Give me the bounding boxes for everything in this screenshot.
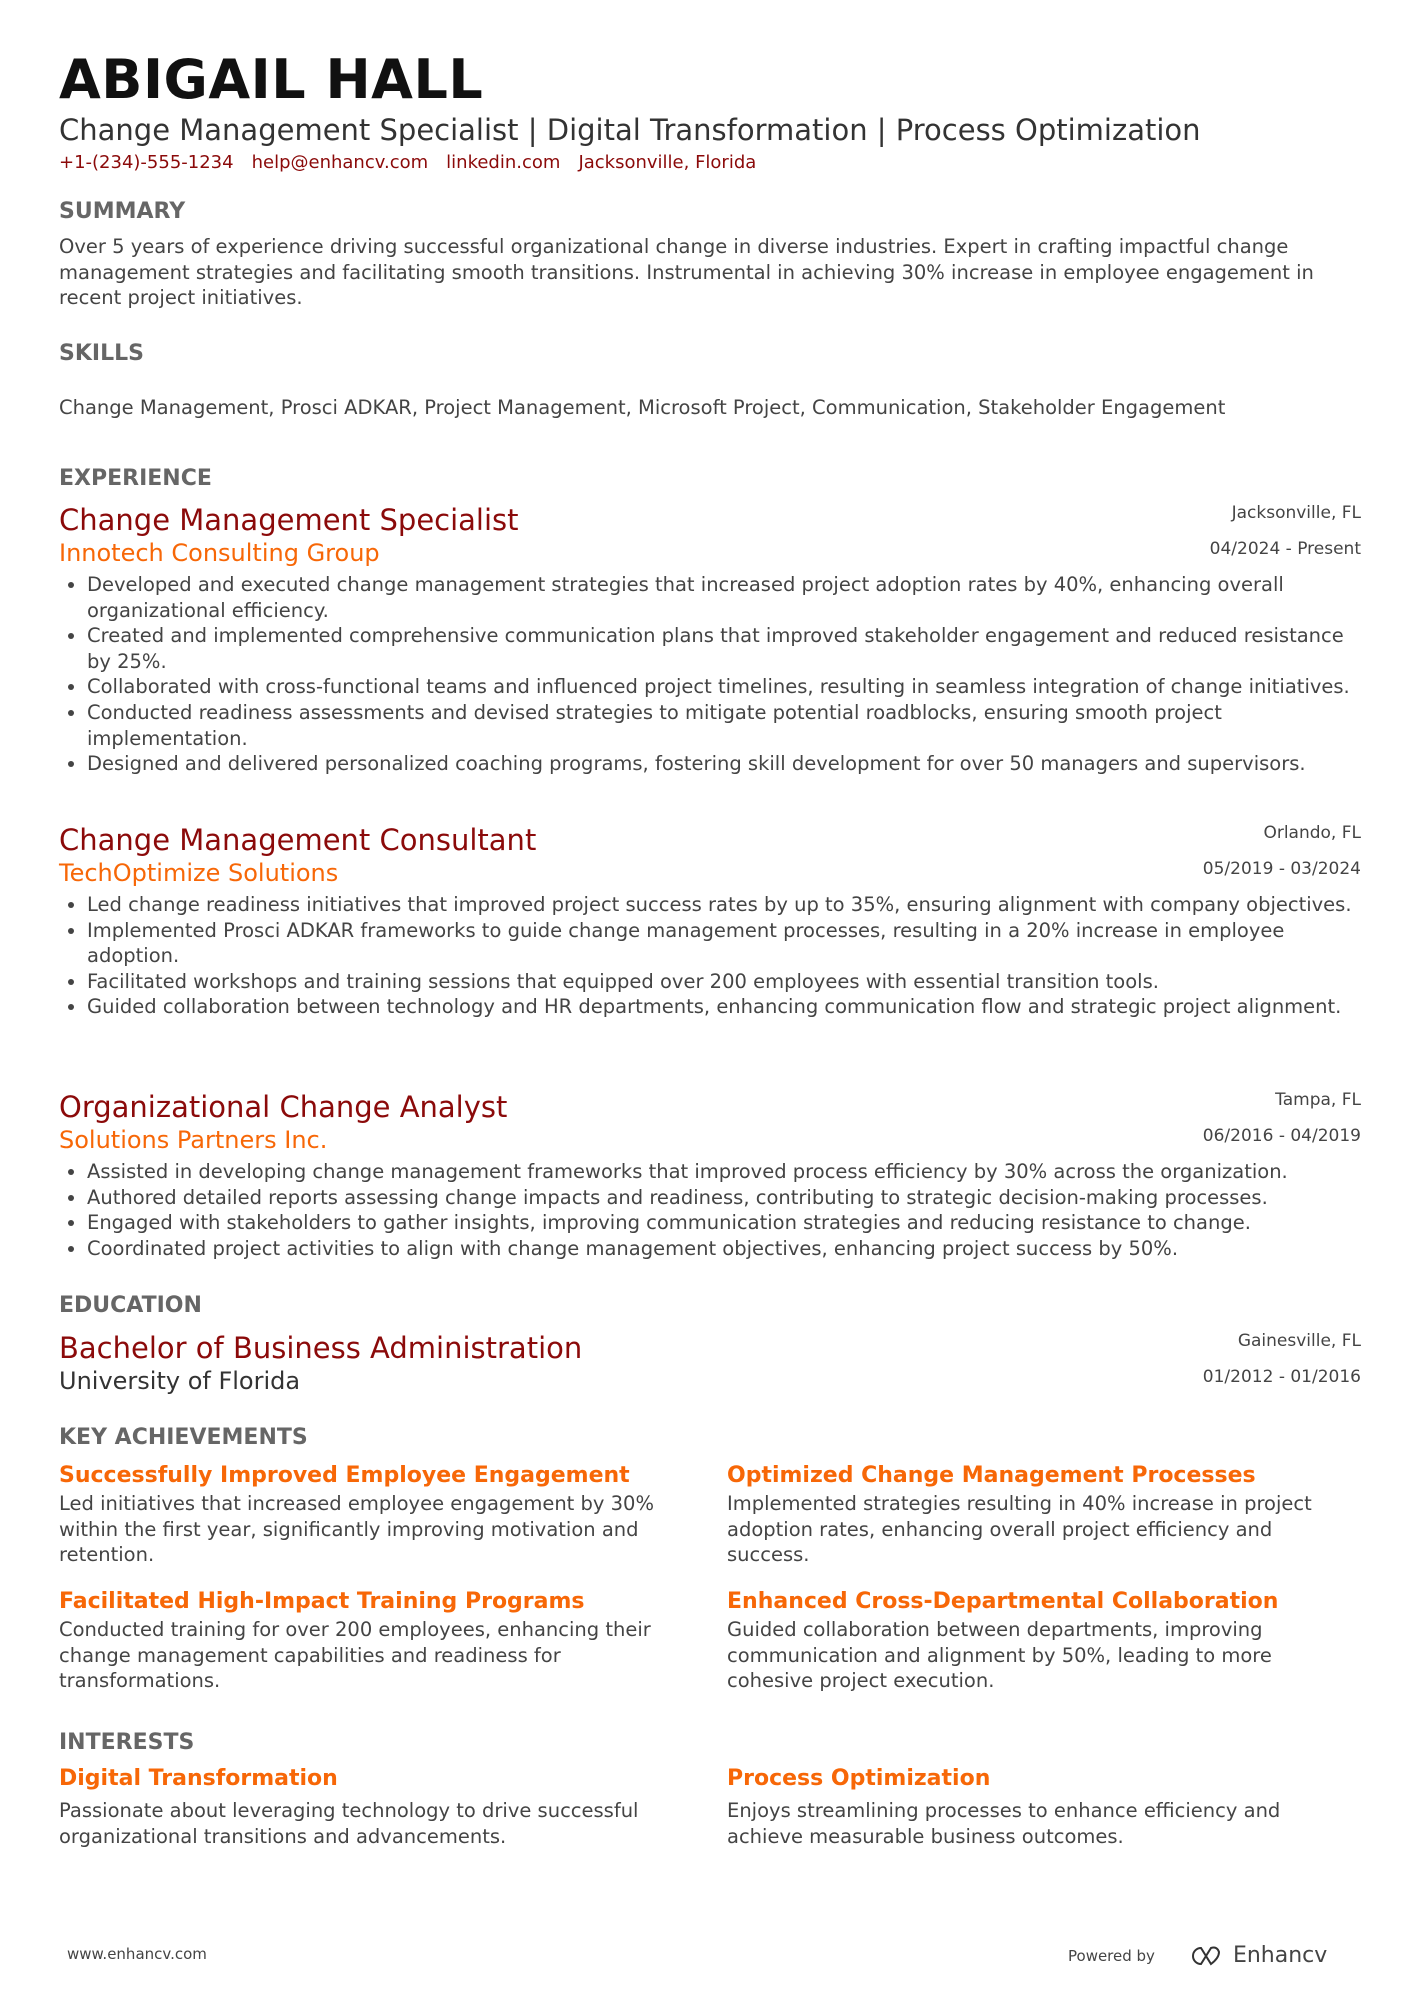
enhancv-logo-icon xyxy=(1183,1944,1225,1968)
interest-item xyxy=(59,1764,659,1849)
job-entry xyxy=(59,822,1361,1020)
achievement-title: Facilitated High-Impact Training Programs xyxy=(59,1589,585,1614)
achievement-item xyxy=(59,1461,659,1568)
job-bullets xyxy=(59,1159,1361,1261)
summary-text: Over 5 years of experience driving successful organizational change in diverse industries. Expert in crafting impactful change management strategies and facilitating smooth transitions. Instrumental in achieving 30% increase in employee engagement in recent project initiatives. xyxy=(59,235,1314,310)
candidate-title: Change Management Specialist | Digital Transformation | Process Optimization xyxy=(59,113,1201,147)
company-name: TechOptimize Solutions xyxy=(59,859,339,887)
bullet: • Authored detailed reports assessing change impacts and readiness, contributing to strategic decision-making processes. xyxy=(87,1185,1361,1211)
achievement-text: Guided collaboration between departments, improving communication and alignment by 50%, leading to more cohesive project execution. xyxy=(727,1618,1272,1693)
achievement-text: Conducted training for over 200 employees, enhancing their change management capabilities and readiness for transformations. xyxy=(59,1618,651,1693)
achievement-title: Enhanced Cross-Departmental Collaboration xyxy=(727,1589,1279,1614)
interest-item xyxy=(727,1764,1327,1849)
email-link[interactable]: help@enhancv.com xyxy=(251,152,429,173)
job-title: Organizational Change Analyst xyxy=(59,1090,508,1124)
powered-by xyxy=(1068,1943,1327,1968)
bullet: • Engaged with stakeholders to gather insights, improving communication strategies and reducing resistance to change. xyxy=(87,1210,1361,1236)
school: University of Florida xyxy=(59,1367,301,1395)
bullet: • Assisted in developing change management frameworks that improved process efficiency by 30% across the organization. xyxy=(87,1159,1361,1185)
company-name: Solutions Partners Inc. xyxy=(59,1126,328,1154)
interest-text: Passionate about leveraging technology to drive successful organizational transitions and advancements. xyxy=(59,1799,639,1848)
bullet: • Created and implemented comprehensive communication plans that improved stakeholder engagement and reduced resistance by 25%. xyxy=(87,623,1361,674)
interest-title: Digital Transformation xyxy=(59,1766,338,1791)
bullet: • Led change readiness initiatives that improved project success rates by up to 35%, ensuring alignment with company objectives. xyxy=(87,892,1361,918)
summary-heading: SUMMARY xyxy=(59,199,186,224)
achievement-text: Led initiatives that increased employee engagement by 30% within the first year, significantly improving motivation and retention. xyxy=(59,1492,654,1567)
achievement-item xyxy=(727,1461,1327,1568)
candidate-name: ABIGAIL HALL xyxy=(59,48,484,111)
job-bullets xyxy=(59,572,1361,777)
company-name: Innotech Consulting Group xyxy=(59,539,380,567)
job-dates: 04/2024 - Present xyxy=(1209,539,1361,559)
skills-text: Change Management, Prosci ADKAR, Project Management, Microsoft Project, Communication, Stakeholder Engagement xyxy=(59,396,1226,419)
job-bullets xyxy=(59,892,1361,1020)
achievement-item xyxy=(727,1587,1327,1694)
education-dates: 01/2012 - 01/2016 xyxy=(1202,1367,1361,1387)
contact-info xyxy=(59,151,1361,175)
degree: Bachelor of Business Administration xyxy=(59,1331,583,1365)
job-entry xyxy=(59,1089,1361,1261)
location: Jacksonville, Florida xyxy=(578,152,757,173)
bullet: • Designed and delivered personalized coaching programs, fostering skill development for over 50 managers and supervisors. xyxy=(87,751,1361,777)
job-location: Tampa, FL xyxy=(1275,1090,1361,1110)
job-location: Jacksonville, FL xyxy=(1231,503,1361,523)
bullet: • Conducted readiness assessments and devised strategies to mitigate potential roadblocks, ensuring smooth project implementation. xyxy=(87,700,1361,751)
skills-heading: SKILLS xyxy=(59,341,144,366)
education-location: Gainesville, FL xyxy=(1237,1331,1361,1351)
job-dates: 06/2016 - 04/2019 xyxy=(1202,1126,1361,1146)
bullet: • Implemented Prosci ADKAR frameworks to guide change management processes, resulting in a 20% increase in employee adoption. xyxy=(87,918,1361,969)
interests-heading: INTERESTS xyxy=(59,1730,195,1755)
education-heading: EDUCATION xyxy=(59,1293,202,1318)
bullet: • Developed and executed change management strategies that increased project adoption rates by 40%, enhancing overall organizational efficiency. xyxy=(87,572,1361,623)
interest-text: Enjoys streamlining processes to enhance efficiency and achieve measurable business outcomes. xyxy=(727,1799,1281,1848)
achievement-item xyxy=(59,1587,659,1694)
job-title: Change Management Specialist xyxy=(59,503,519,537)
powered-by-label: Powered by xyxy=(1068,1946,1155,1965)
job-title: Change Management Consultant xyxy=(59,823,537,857)
job-location: Orlando, FL xyxy=(1263,823,1361,843)
experience-heading: EXPERIENCE xyxy=(59,466,212,491)
bullet: • Coordinated project activities to align with change management objectives, enhancing project success by 50%. xyxy=(87,1236,1361,1262)
bullet: • Collaborated with cross-functional teams and influenced project timelines, resulting in seamless integration of change initiatives. xyxy=(87,674,1361,700)
footer-website[interactable]: www.enhancv.com xyxy=(67,1945,207,1963)
achievement-title: Optimized Change Management Processes xyxy=(727,1463,1256,1488)
education-entry xyxy=(59,1330,1361,1396)
interest-title: Process Optimization xyxy=(727,1766,991,1791)
bullet: • Facilitated workshops and training sessions that equipped over 200 employees with essential transition tools. xyxy=(87,969,1361,995)
phone-link[interactable]: +1-(234)-555-1234 xyxy=(59,152,234,173)
linkedin-link[interactable]: linkedin.com xyxy=(446,152,561,173)
achievement-title: Successfully Improved Employee Engagement xyxy=(59,1463,630,1488)
job-dates: 05/2019 - 03/2024 xyxy=(1202,859,1361,879)
achievements-heading: KEY ACHIEVEMENTS xyxy=(59,1425,308,1450)
enhancv-brand: Enhancv xyxy=(1232,1943,1328,1968)
job-entry xyxy=(59,502,1361,777)
achievement-text: Implemented strategies resulting in 40% increase in project adoption rates, enhancing overall project efficiency and success. xyxy=(727,1492,1312,1567)
bullet: • Guided collaboration between technology and HR departments, enhancing communication flow and strategic project alignment. xyxy=(87,994,1361,1020)
